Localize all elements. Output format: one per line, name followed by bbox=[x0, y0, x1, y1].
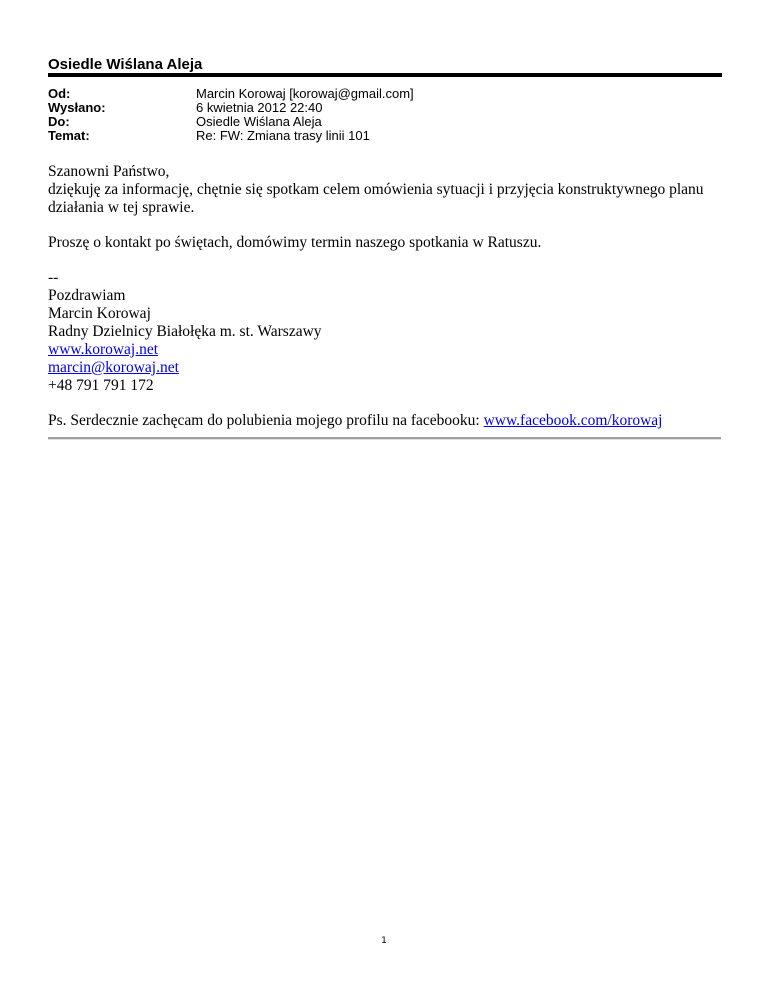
header-label-from: Od: bbox=[48, 86, 71, 101]
header-value-subject: Re: FW: Zmiana trasy linii 101 bbox=[196, 128, 370, 143]
email-header bbox=[48, 87, 414, 143]
header-row-sent bbox=[48, 101, 414, 115]
header-value-from: Marcin Korowaj [korowaj@gmail.com] bbox=[196, 86, 414, 101]
header-label-subject: Temat: bbox=[48, 128, 90, 143]
header-row-subject bbox=[48, 129, 414, 143]
header-row-from bbox=[48, 87, 414, 101]
page-number: 1 bbox=[381, 936, 387, 946]
header-row-to bbox=[48, 115, 414, 129]
signature-website-line bbox=[48, 341, 724, 359]
postscript-text: Ps. Serdecznie zachęcam do polubienia mojego profilu na facebooku: bbox=[48, 412, 484, 429]
greeting: Szanowni Państwo, bbox=[48, 163, 170, 180]
spacer bbox=[48, 252, 724, 269]
footer-divider bbox=[48, 437, 721, 440]
signature-name: Marcin Korowaj bbox=[48, 305, 151, 322]
page-title: Osiedle Wiślana Aleja bbox=[48, 56, 203, 73]
signature-separator: -- bbox=[48, 269, 59, 286]
signature-position: Radny Dzielnicy Białołęka m. st. Warszawy bbox=[48, 323, 322, 340]
header-label-sent: Wysłano: bbox=[48, 100, 106, 115]
postscript bbox=[48, 412, 724, 430]
spacer bbox=[48, 395, 724, 412]
header-label-to: Do: bbox=[48, 114, 70, 129]
header-value-sent: 6 kwietnia 2012 22:40 bbox=[196, 100, 323, 115]
facebook-link[interactable]: www.facebook.com/korowaj bbox=[483, 412, 663, 429]
signature-phone: +48 791 791 172 bbox=[48, 377, 154, 394]
paragraph-contact: Proszę o kontakt po świętach, domówimy termin naszego spotkania w Ratuszu. bbox=[48, 234, 542, 251]
paragraph-main: dziękuję za informację, chętnie się spotkam celem omówienia sytuacji i przyjęcia konstruktywnego planu działania w tej sprawie. bbox=[48, 181, 704, 216]
email-body bbox=[48, 163, 724, 430]
signature-closing: Pozdrawiam bbox=[48, 287, 126, 304]
spacer bbox=[48, 217, 724, 234]
header-value-to: Osiedle Wiślana Aleja bbox=[196, 114, 322, 129]
title-divider bbox=[48, 73, 722, 77]
email-link[interactable]: marcin@korowaj.net bbox=[48, 359, 179, 376]
signature-email-line bbox=[48, 359, 724, 377]
website-link[interactable]: www.korowaj.net bbox=[48, 341, 159, 358]
